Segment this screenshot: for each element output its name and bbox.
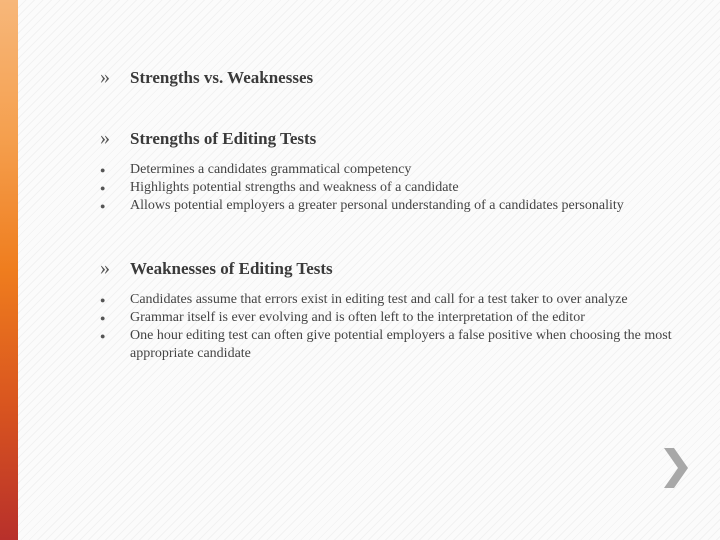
double-chevron-icon: » <box>100 257 110 279</box>
list-item <box>100 291 680 309</box>
double-chevron-icon: » <box>100 127 110 149</box>
double-chevron-icon: » <box>100 66 110 88</box>
list-item <box>100 327 680 363</box>
list-item-text: Highlights potential strengths and weakness of a candidate <box>130 180 459 195</box>
heading-text: Strengths vs. Weaknesses <box>130 68 314 87</box>
heading-strengths <box>100 127 680 150</box>
bullet-icon: ● <box>100 183 106 193</box>
heading-text: Weaknesses of Editing Tests <box>130 259 333 278</box>
list-item-text: Allows potential employers a greater personal understanding of a candidates personality <box>130 198 624 213</box>
heading-weaknesses <box>100 257 680 280</box>
list-item-text: Grammar itself is ever evolving and is often left to the interpretation of the editor <box>130 310 585 325</box>
list-item <box>100 197 680 215</box>
strengths-list <box>100 161 680 215</box>
bullet-icon: ● <box>100 165 106 175</box>
bullet-icon: ● <box>100 331 106 341</box>
heading-strengths-vs-weaknesses <box>100 66 680 89</box>
bullet-icon: ● <box>100 201 106 211</box>
list-item <box>100 309 680 327</box>
bullet-icon: ● <box>100 313 106 323</box>
list-item-text: Determines a candidates grammatical competency <box>130 162 412 177</box>
slide-content <box>100 66 680 363</box>
weaknesses-list <box>100 291 680 363</box>
bullet-icon: ● <box>100 295 106 305</box>
heading-text: Strengths of Editing Tests <box>130 129 317 148</box>
accent-bar <box>0 0 18 540</box>
next-slide-button[interactable] <box>660 446 692 490</box>
chevron-right-icon <box>660 446 692 490</box>
list-item <box>100 161 680 179</box>
list-item-text: One hour editing test can often give potential employers a false positive when choosing the most appropriate candidate <box>130 328 672 361</box>
list-item-text: Candidates assume that errors exist in editing test and call for a test taker to over analyze <box>130 292 628 307</box>
list-item <box>100 179 680 197</box>
